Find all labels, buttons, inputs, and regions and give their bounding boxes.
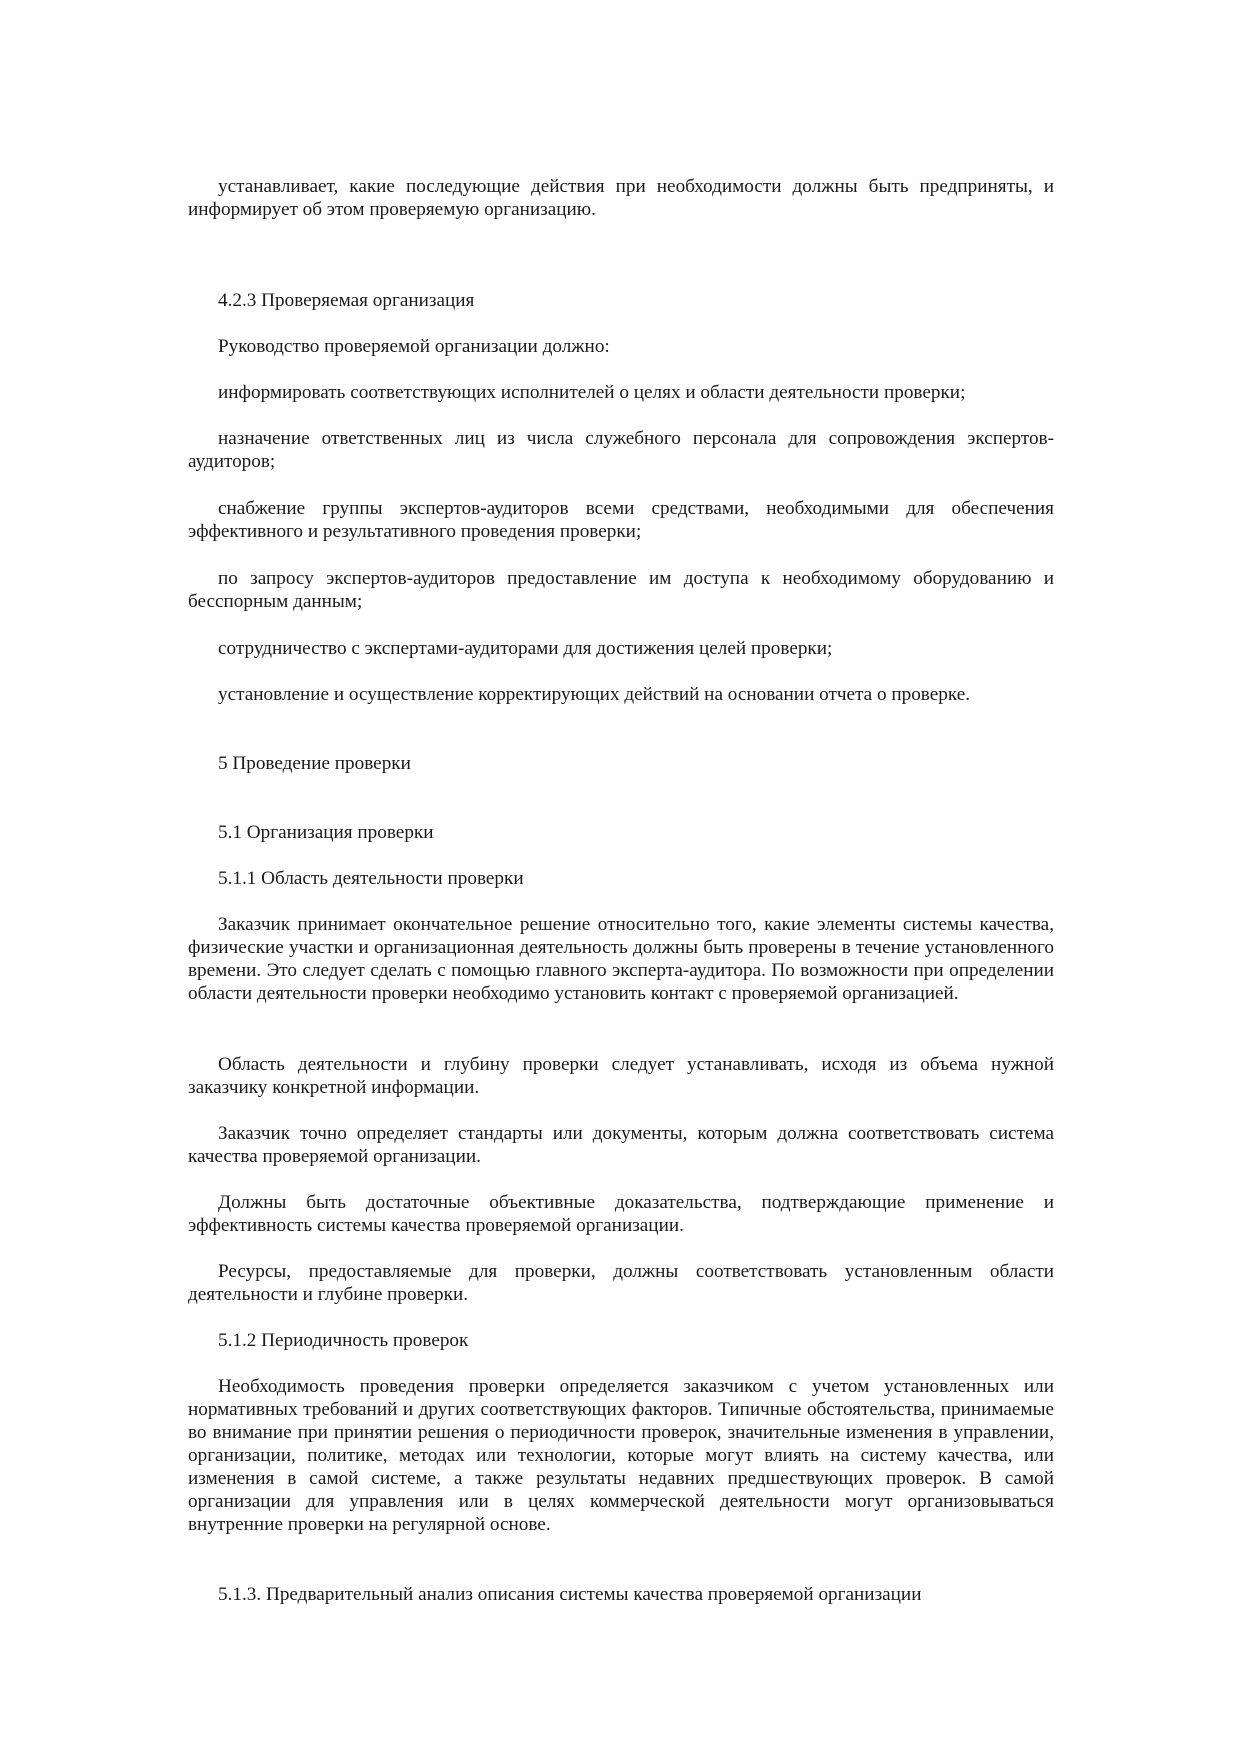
paragraph-standards: Заказчик точно определяет стандарты или документы, которым должна соответствовать система качества проверяемой организации. xyxy=(188,1123,1054,1167)
paragraph-scope-depth: Область деятельности и глубину проверки следует устанавливать, исходя из объема нужной заказчику конкретной информации. xyxy=(188,1054,1054,1098)
paragraph-evidence: Должны быть достаточные объективные доказательства, подтверждающие применение и эффективность системы качества проверяемой организации. xyxy=(188,1192,1054,1236)
list-item-supply: снабжение группы экспертов-аудиторов всеми средствами, необходимыми для обеспечения эффективного и результативного проведения проверки; xyxy=(188,498,1054,542)
section-heading-5-1-2: 5.1.2 Периодичность проверок xyxy=(218,1330,469,1351)
list-item-access: по запросу экспертов-аудиторов предоставление им доступа к необходимому оборудованию и бесспорным данным; xyxy=(188,568,1054,612)
paragraph-periodicity: Необходимость проведения проверки определяется заказчиком с учетом установленных или нормативных требований и других соответствующих факторов. Типичные обстоятельства, принимаемые во внимание при принятии решения о периодичности проверок, значительные изменения в управлении, организации, политике, методах или технологии, которые могут влиять на систему качества, или изменения в самой системе, а также результаты недавних предшествующих проверок. В самой организации для управления или в целях коммерческой деятельности могут организовываться внутренние проверки на регулярной основе. xyxy=(188,1376,1054,1535)
section-heading-4-2-3: 4.2.3 Проверяемая организация xyxy=(218,290,475,311)
list-item-cooperation: сотрудничество с экспертами-аудиторами для достижения целей проверки; xyxy=(218,638,833,659)
section-heading-5: 5 Проведение проверки xyxy=(218,753,411,774)
section-heading-5-1: 5.1 Организация проверки xyxy=(218,822,434,843)
list-item-inform: информировать соответствующих исполнителей о целях и области деятельности проверки; xyxy=(218,382,966,403)
section-heading-5-1-1: 5.1.1 Область деятельности проверки xyxy=(218,868,524,889)
list-item-assign: назначение ответственных лиц из числа служебного персонала для сопровождения экспертов-аудиторов; xyxy=(188,428,1054,472)
paragraph-customer-decision: Заказчик принимает окончательное решение относительно того, какие элементы системы качества, физические участки и организационная деятельность должны быть проверены в течение установленного времени. Это следует сделать с помощью главного эксперта-аудитора. По возможности при определении области деятельности проверки необходимо установить контакт с проверяемой организацией. xyxy=(188,914,1054,1004)
section-heading-5-1-3: 5.1.3. Предварительный анализ описания системы качества проверяемой организации xyxy=(218,1584,922,1605)
paragraph-continuation: устанавливает, какие последующие действия при необходимости должны быть предприняты, и информирует об этом проверяемую организацию. xyxy=(188,176,1054,220)
list-item-corrective-actions: установление и осуществление корректирующих действий на основании отчета о проверке. xyxy=(218,684,971,705)
paragraph-resources: Ресурсы, предоставляемые для проверки, должны соответствовать установленным области деятельности и глубине проверки. xyxy=(188,1261,1054,1305)
paragraph-management-intro: Руководство проверяемой организации должно: xyxy=(218,336,610,357)
